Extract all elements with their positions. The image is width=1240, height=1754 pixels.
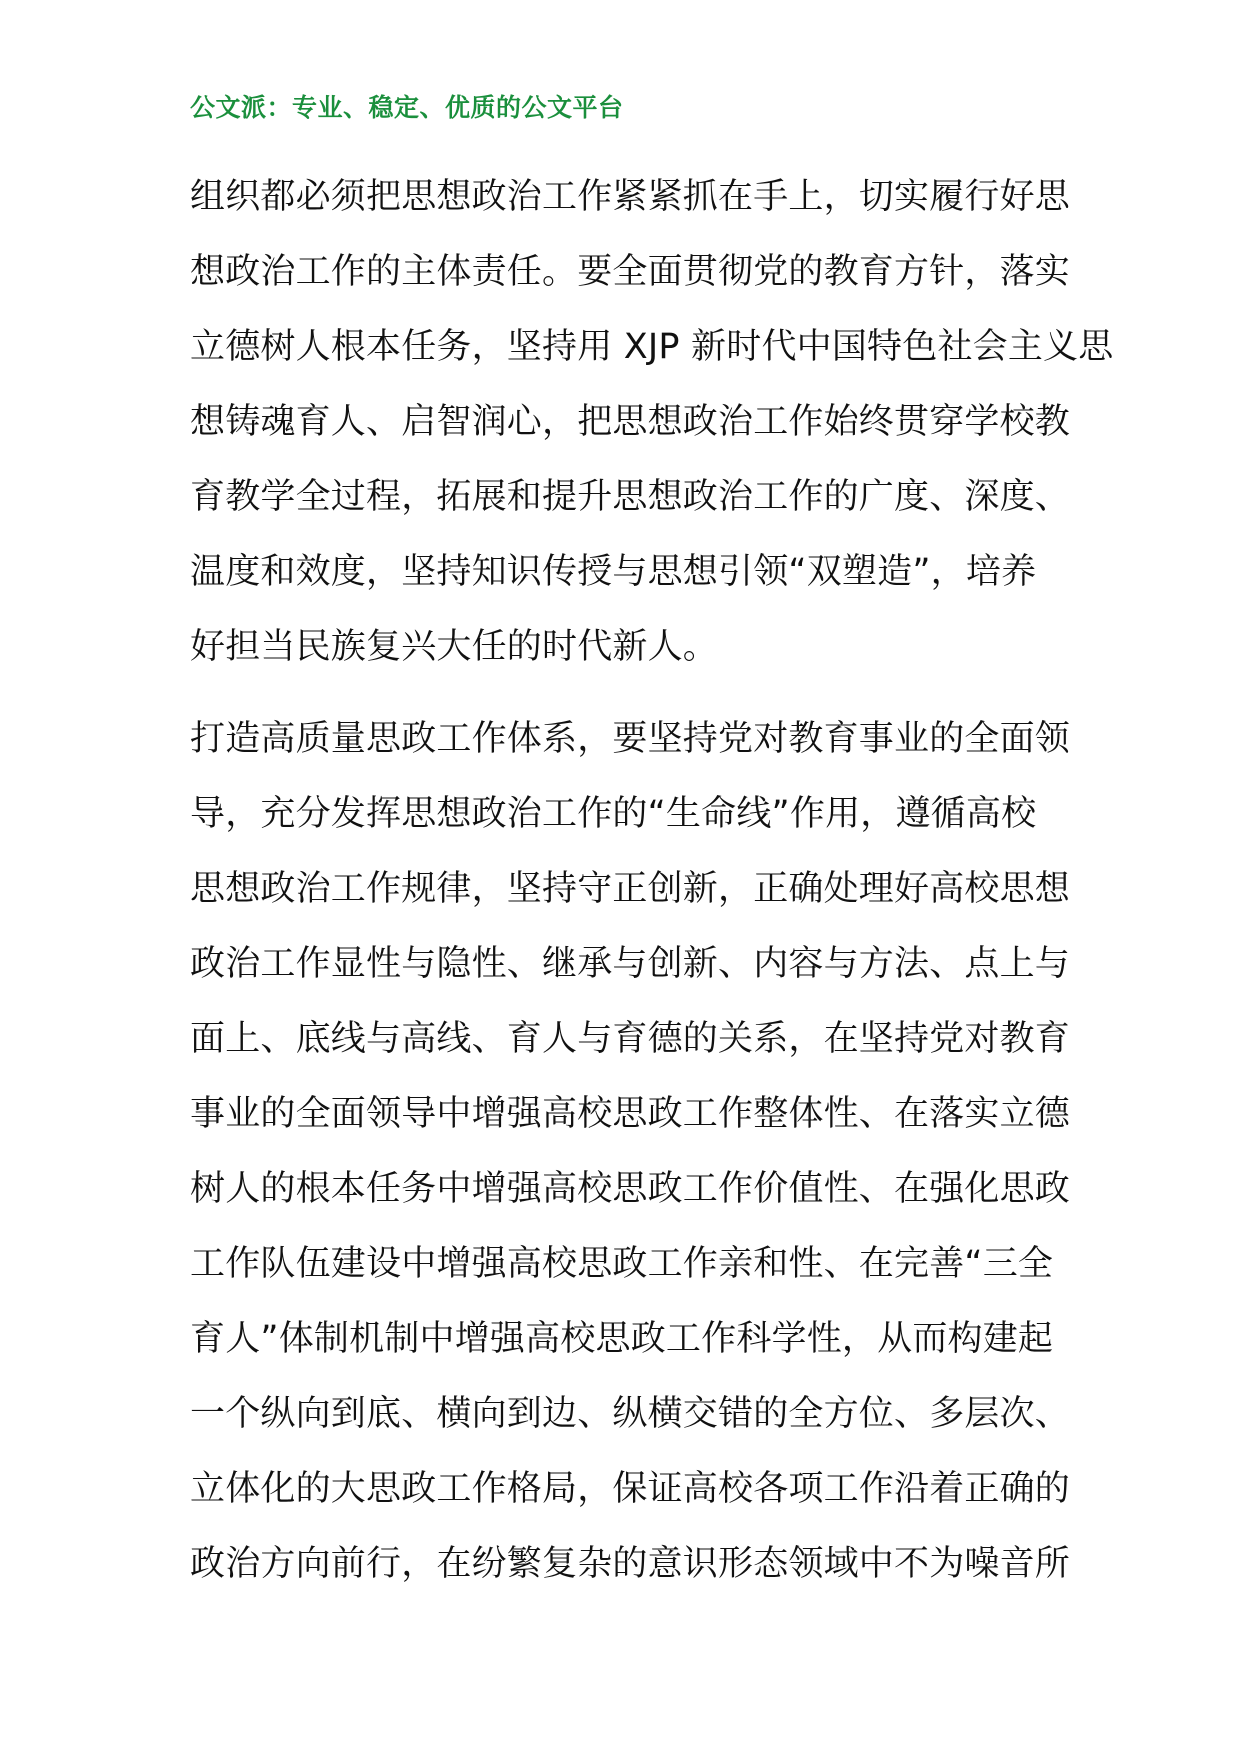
- text-line: 好担当民族复兴大任的时代新人。: [190, 627, 719, 667]
- text-line: 导，充分发挥思想政治工作的“生命线”作用，遵循高校: [190, 794, 1037, 834]
- text-line: 事业的全面领导中增强高校思政工作整体性、在落实立德: [190, 1094, 1071, 1134]
- text-line: 树人的根本任务中增强高校思政工作价值性、在强化思政: [190, 1169, 1071, 1209]
- text-line: 政治工作显性与隐性、继承与创新、内容与方法、点上与: [190, 944, 1071, 984]
- text-line: 一个纵向到底、横向到边、纵横交错的全方位、多层次、: [190, 1394, 1071, 1434]
- text-line: 面上、底线与高线、育人与育德的关系，在坚持党对教育: [190, 1019, 1071, 1059]
- text-line: 育教学全过程，拓展和提升思想政治工作的广度、深度、: [190, 477, 1071, 517]
- text-line: 立体化的大思政工作格局，保证高校各项工作沿着正确的: [190, 1469, 1071, 1509]
- text-line: 立德树人根本任务，坚持用 XJP 新时代中国特色社会主义思: [190, 327, 1114, 367]
- text-line: [190, 1602, 1062, 1677]
- paragraph-1: [190, 160, 1114, 685]
- text-line: 打造高质量思政工作体系，要坚持党对教育事业的全面领: [190, 719, 1071, 759]
- text-line: 组织都必须把思想政治工作紧紧抓在手上，切实履行好思: [190, 177, 1071, 217]
- text-line: 政治方向前行，在纷繁复杂的意识形态领域中不为噪音所: [190, 1544, 1071, 1584]
- text-line: 想政治工作的主体责任。要全面贯彻党的教育方针，落实: [190, 252, 1071, 292]
- text-line: 工作队伍建设中增强高校思政工作亲和性、在完善“三全: [190, 1244, 1054, 1284]
- text-line: 想铸魂育人、启智润心，把思想政治工作始终贯穿学校教: [190, 402, 1071, 442]
- text-line: 思想政治工作规律，坚持守正创新，正确处理好高校思想: [190, 869, 1071, 909]
- text-line: 育人”体制机制中增强高校思政工作科学性，从而构建起: [190, 1319, 1054, 1359]
- text-line: 温度和效度，坚持知识传授与思想引领“双塑造”，培养: [190, 552, 1037, 592]
- site-header-title: 公文派：专业、稳定、优质的公文平台: [190, 93, 624, 122]
- paragraph-2: [190, 702, 1071, 1677]
